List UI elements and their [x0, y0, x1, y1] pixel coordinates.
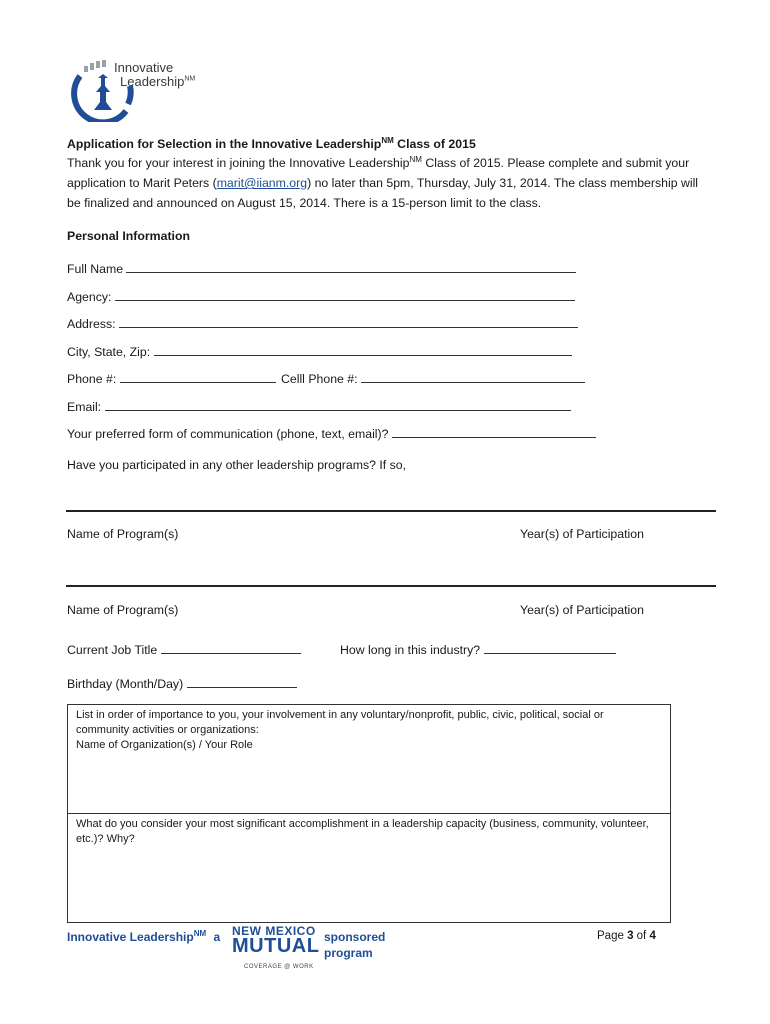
sponsor-logo	[232, 924, 322, 974]
program-rule-1	[66, 510, 716, 512]
address-field[interactable]: Address:	[67, 313, 578, 334]
logo-line1: Innovative	[114, 60, 174, 75]
program-name-label-1: Name of Program(s)	[67, 527, 179, 541]
phone-line[interactable]	[120, 368, 276, 383]
page-title: Application for Selection in the Innovative Leadership$^{NM}$ Class of 2015	[67, 135, 476, 151]
sponsor-logo-main: MUTUAL	[232, 935, 320, 957]
agency-line[interactable]	[115, 286, 575, 301]
intro-line-2: application to Marit Peters (marit@iianm.org) no later than 5pm, Thursday, July 31, 2014. The class membership will	[67, 176, 699, 190]
address-line[interactable]	[119, 313, 578, 328]
involvement-box[interactable]	[67, 704, 671, 814]
industry-line[interactable]	[484, 639, 616, 654]
years-label-1: Year(s) of Participation	[520, 527, 644, 541]
logo	[70, 56, 210, 122]
email-field[interactable]: Email:	[67, 396, 571, 417]
city-state-zip-line[interactable]	[154, 341, 572, 356]
accomplishment-box[interactable]	[67, 813, 671, 923]
program-name-label-2: Name of Program(s)	[67, 603, 179, 617]
preferred-communication-field[interactable]: Your preferred form of communication (phone, text, email)?	[67, 423, 596, 444]
intro-line-3: be finalized and announced on August 15, 2014. There is a 15-person limit to the class.	[67, 196, 542, 210]
footer-brand: Innovative Leadership$^{NM}$ a	[67, 929, 221, 944]
birthday-line[interactable]	[187, 673, 297, 688]
involvement-prompt-line-1: List in order of importance to you, your involvement in any voluntary/nonprofit, public, civic, political, social or	[76, 709, 604, 721]
full-name-field[interactable]: Full Name	[67, 258, 576, 279]
city-state-zip-field[interactable]: City, State, Zip:	[67, 341, 572, 362]
other-programs-question: Have you participated in any other leadership programs? If so,	[67, 458, 407, 472]
sponsor-logo-tag: COVERAGE @ WORK	[244, 964, 314, 970]
cell-phone-field[interactable]: Celll Phone #:	[281, 368, 585, 389]
involvement-prompt-line-3: Name of Organization(s) / Your Role	[76, 739, 253, 751]
phone-field[interactable]: Phone #:	[67, 368, 276, 389]
email-line[interactable]	[105, 396, 571, 411]
cell-phone-line[interactable]	[361, 368, 585, 383]
job-title-field[interactable]: Current Job Title	[67, 639, 301, 660]
birthday-field[interactable]: Birthday (Month/Day)	[67, 673, 297, 694]
industry-field[interactable]: How long in this industry?	[340, 639, 616, 660]
agency-field[interactable]: Agency:	[67, 286, 575, 307]
sponsor-logo-top: NEW MEXICO	[232, 924, 316, 938]
involvement-prompt-line-2: community activities or organizations:	[76, 724, 259, 736]
section-heading: Personal Information	[67, 229, 190, 243]
full-name-line[interactable]	[126, 258, 576, 273]
accomplishment-prompt-line-2: etc.)? Why?	[76, 833, 135, 845]
job-title-line[interactable]	[161, 639, 301, 654]
footer-program: program	[324, 946, 373, 960]
preferred-communication-line[interactable]	[392, 423, 596, 438]
program-rule-2	[66, 585, 716, 587]
intro-line-1: Thank you for your interest in joining the Innovative Leadership$^{NM}$ Class of 2015. Please complete and submit your	[67, 154, 690, 170]
accomplishment-prompt-line-1: What do you consider your most significant accomplishment in a leadership capacity (business, community, volunteer,	[76, 818, 649, 830]
email-link[interactable]: marit@iianm.org	[216, 176, 308, 190]
page-number: Page 3 of 4	[597, 930, 656, 942]
years-label-2: Year(s) of Participation	[520, 603, 644, 617]
footer-sponsored: sponsored	[324, 930, 386, 944]
logo-line2: Leadership$^{NM}$	[120, 74, 196, 89]
